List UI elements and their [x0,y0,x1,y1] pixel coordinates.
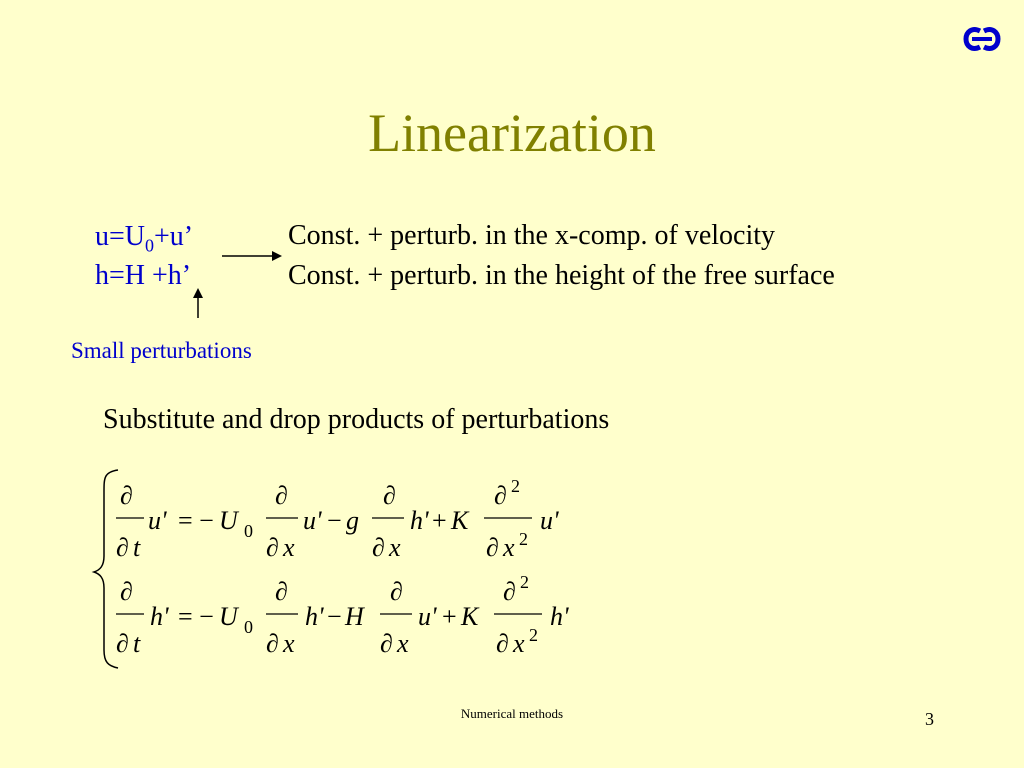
def-u-base: u=U [95,221,146,252]
eq1-partial-den: ∂ [116,533,129,562]
eq2-partial-num: ∂ [120,577,133,606]
slide-title: Linearization [368,103,656,163]
eq1-d2-num-exp: 2 [511,476,520,496]
eq2-d2-den-exp: 2 [529,625,538,645]
eq1-d2-num: ∂ [494,481,507,510]
page-number: 3 [925,709,934,729]
eq2-partial-den: ∂ [116,629,129,658]
eq1-g: g [346,506,359,535]
small-perturbations-label: Small perturbations [71,338,252,363]
footer-text: Numerical methods [460,706,564,721]
eq2-d2-den: ∂ [496,629,509,658]
eq2-H: H [345,602,364,631]
eq2-dx2-x: x [397,629,409,658]
def-u-tail: +u’ [154,221,194,252]
eq1-dx-x: x [283,533,295,562]
eq1-U-sub: 0 [244,521,253,541]
eq2-minus: − [327,602,342,631]
def-h-base: h=H +h’ [95,260,192,291]
equation-1 [116,476,559,562]
eq1-d2-den: ∂ [486,533,499,562]
eq2-d2-den-x: x [513,629,525,658]
eq2-term2: h' [305,602,324,631]
eq2-dx2-num: ∂ [390,577,403,606]
eq1-dx-den: ∂ [266,533,279,562]
eq1-dx2-den: ∂ [372,533,385,562]
eq1-t: t [133,533,141,562]
eq1-minus: − [327,506,342,535]
eq1-d2-den-exp: 2 [519,529,528,549]
eq1-d2-den-x: x [503,533,515,562]
eq2-t: t [133,629,141,658]
eq2-d2-num: ∂ [503,577,516,606]
def-u-description: Const. + perturb. in the x-comp. of velocity [288,220,776,251]
def-h-description: Const. + perturb. in the height of the free surface [288,260,835,291]
eq1-term4: u' [540,506,559,535]
eq1-U: U [219,506,238,535]
eq1-dx2-x: x [389,533,401,562]
instruction-text: Substitute and drop products of perturbations [103,404,610,435]
eq1-term2: u' [303,506,322,535]
eq2-dx-den: ∂ [266,629,279,658]
eq2-U-sub: 0 [244,617,253,637]
eq1-term3: h' [410,506,429,535]
eq2-term3: u' [418,602,437,631]
eq1-plus: + [432,506,447,535]
eq1-eq-sign: = − [178,506,214,535]
eq1-lhs: u' [148,506,167,535]
def-u-subscript: 0 [145,235,155,256]
eq2-dx-num: ∂ [275,577,288,606]
eq2-term4: h' [550,602,569,631]
eq1-partial-num: ∂ [120,481,133,510]
eq2-dx-x: x [283,629,295,658]
eq2-U: U [219,602,238,631]
eq2-lhs: h' [150,602,169,631]
eq2-eq-sign: = − [178,602,214,631]
eq1-dx2-num: ∂ [383,481,396,510]
left-brace [94,470,118,668]
eq2-K: K [461,602,479,631]
eq1-K: K [451,506,469,535]
eq2-d2-num-exp: 2 [520,572,529,592]
eq2-dx2-den: ∂ [380,629,393,658]
equation-2 [116,572,569,658]
eq2-plus: + [442,602,457,631]
eq1-dx-num: ∂ [275,481,288,510]
